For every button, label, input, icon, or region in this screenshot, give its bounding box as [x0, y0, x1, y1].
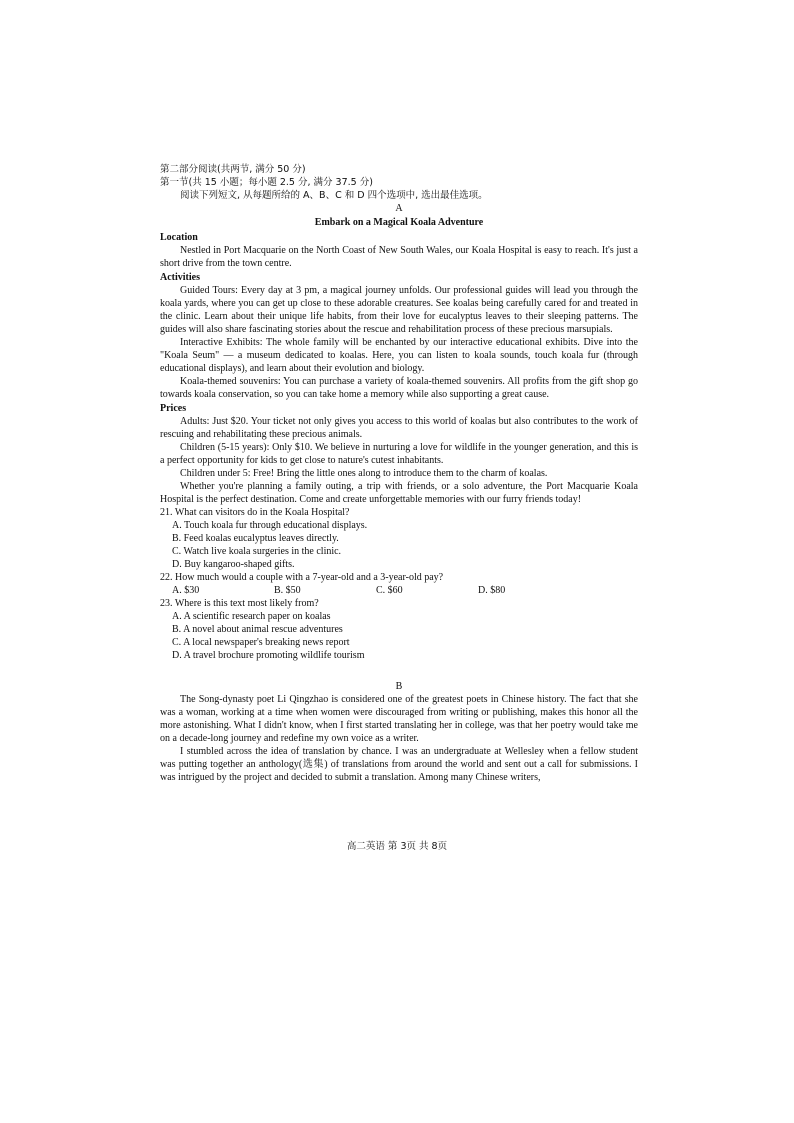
section-heading: 第一节(共 15 小题；每小题 2.5 分, 满分 37.5 分): [160, 177, 373, 188]
price-paragraph: Adults: Just $20. Your ticket not only gives you access to this world of koalas but also contributes to the work of rescuing and rehabilitating these precious animals.: [160, 416, 638, 440]
passage-b-paragraph: I stumbled across the idea of translation by chance. I was an undergraduate at Wellesley when a fellow student was putting together an anthology(选集) of translations from around the world and sent out a call for submissions. I was intrigued by the project and decided to submit a translation. Among many Chinese writers,: [160, 746, 638, 783]
option-21-b: B. Feed koalas eucalyptus leaves directly.: [172, 533, 339, 544]
location-heading: Location: [160, 232, 198, 243]
option-23-b: B. A novel about animal rescue adventures: [172, 624, 343, 635]
page-footer: 高二英语 第 3页 共 8页: [346, 841, 448, 852]
question-22-stem: 22. How much would a couple with a 7-year-old and a 3-year-old pay?: [160, 572, 444, 583]
passage-b-letter: B: [395, 681, 403, 692]
exam-page: [160, 163, 638, 784]
option-22-b: B. $50: [274, 585, 301, 596]
part-heading: 第二部分阅读(共两节, 满分 50 分): [160, 164, 306, 175]
option-23-d: D. A travel brochure promoting wildlife tourism: [172, 650, 365, 661]
option-22-c: C. $60: [376, 585, 403, 596]
prices-heading: Prices: [160, 403, 187, 414]
option-21-a: A. Touch koala fur through educational displays.: [172, 520, 368, 531]
question-21-stem: 21. What can visitors do in the Koala Hospital?: [160, 507, 350, 518]
option-23-c: C. A local newspaper's breaking news report: [172, 637, 350, 648]
activity-paragraph: Koala-themed souvenirs: You can purchase a variety of koala-themed souvenirs. All profits from the gift shop go towards koala conservation, so you can take home a memory while also supporting a great cause.: [160, 376, 638, 400]
location-paragraph: Nestled in Port Macquarie on the North Coast of New South Wales, our Koala Hospital is easy to reach. It's just a short drive from the town centre.: [160, 245, 638, 269]
price-paragraph: Children (5-15 years): Only $10. We believe in nurturing a love for wildlife in the younger generation, and this is a perfect opportunity for kids to get close to nature's cutest inhabitants.: [160, 442, 638, 466]
closing-paragraph: Whether you're planning a family outing, a trip with friends, or a solo adventure, the Port Macquarie Koala Hospital is the perfect destination. Come and create unforgettable memories with our furry friends today!: [160, 481, 638, 505]
option-22-d: D. $80: [478, 585, 506, 596]
passage-a-title: Embark on a Magical Koala Adventure: [314, 217, 484, 228]
option-22-a: A. $30: [172, 585, 200, 596]
question-22-options: [160, 584, 638, 597]
option-21-c: C. Watch live koala surgeries in the clinic.: [172, 546, 342, 557]
question-23-stem: 23. Where is this text most likely from?: [160, 598, 319, 609]
option-21-d: D. Buy kangaroo-shaped gifts.: [172, 559, 295, 570]
passage-a-letter: A: [395, 203, 403, 214]
activity-paragraph: Interactive Exhibits: The whole family will be enchanted by our interactive educational exhibits. Dive into the "Koala Seum" — a museum dedicated to koalas. Here, you can listen to koala sounds, touch koala fur (through educational displays), and learn about their evolution and biology.: [160, 337, 638, 374]
price-paragraph: Children under 5: Free! Bring the little ones along to introduce them to the charm of koalas.: [180, 468, 548, 479]
activity-paragraph: Guided Tours: Every day at 3 pm, a magical journey unfolds. Our professional guides will lead you through the koala yards, where you can get up close to these adorable creatures. See koalas being carefully cared for and treated in the clinic. Learn about their unique life habits, from their love for eucalyptus leaves to their sleeping patterns. The guides will also share fascinating stories about the rescue and rehabilitation process of these precious marsupials.: [160, 285, 638, 335]
passage-b-paragraph: The Song-dynasty poet Li Qingzhao is considered one of the greatest poets in Chinese history. The fact that she was a woman, working at a time when women were discouraged from writing or publishing, makes this honor all the more astonishing. What I didn't know, when I first started translating her in college, was that her poetry would take me on a decade-long journey and redefine my own voice as a writer.: [160, 694, 638, 744]
option-23-a: A. A scientific research paper on koalas: [172, 611, 331, 622]
instruction: 阅读下列短文, 从每题所给的 A、B、C 和 D 四个选项中, 选出最佳选项。: [180, 190, 488, 201]
activities-heading: Activities: [160, 272, 200, 283]
